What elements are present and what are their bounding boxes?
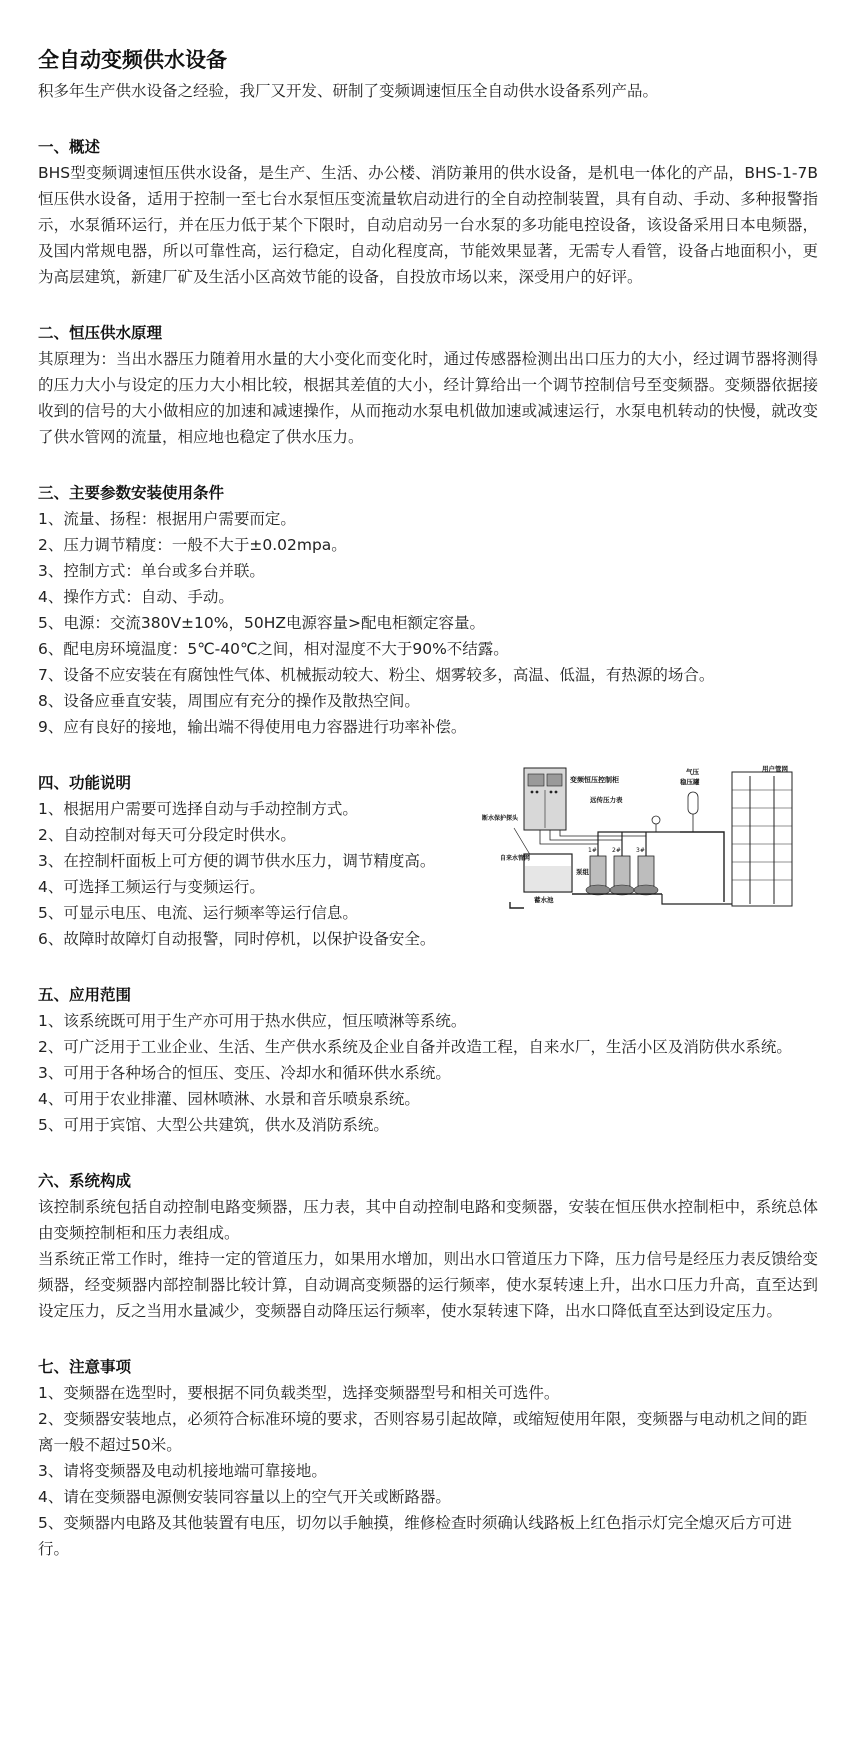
section-heading: 七、注意事项: [38, 1358, 132, 1376]
pressure-gauge: [652, 816, 660, 824]
list-item: 1、该系统既可用于生产亦可用于热水供应，恒压喷淋等系统。: [38, 1012, 467, 1030]
list-item: 2、自动控制对每天可分段定时供水。: [38, 826, 296, 844]
signal-wire: [560, 830, 646, 856]
list-item: 2、压力调节精度：一般不大于±0.02mpa。: [38, 536, 347, 554]
water-level: [525, 866, 571, 891]
pool-label: 蓄水池: [534, 896, 554, 904]
section-parameters: [38, 480, 818, 740]
cabinet-indicator: [531, 791, 534, 794]
list-item: 7、设备不应安装在有腐蚀性气体、机械振动较大、粉尘、烟雾较多，高温、低温，有热源的场合。: [38, 666, 715, 684]
pump-1: [590, 856, 606, 886]
section-heading: 五、应用范围: [38, 986, 132, 1004]
list-item: 6、故障时故障灯自动报警，同时停机，以保护设备安全。: [38, 930, 436, 948]
section-heading: 一、概述: [38, 138, 101, 156]
probe-label: 断水保护探头: [482, 815, 519, 822]
section-functions: [38, 765, 818, 952]
list-item: 4、可用于农业排灌、园林喷淋、水景和音乐喷泉系统。: [38, 1090, 420, 1108]
inlet-pipe: [510, 902, 524, 908]
cabinet-indicator: [550, 791, 553, 794]
list-item: 2、变频器安装地点，必须符合标准环境的要求，否则容易引起故障，或缩短使用年限，变频器与电动机之间的距离一般不超过50米。: [38, 1410, 808, 1454]
return-pipe: [662, 894, 732, 904]
cabinet-label: 变频恒压控制柜: [570, 776, 619, 784]
section-heading: 三、主要参数安装使用条件: [38, 484, 225, 502]
list-item: 2、可广泛用于工业企业、生活、生产供水系统及企业自备并改造工程，自来水厂，生活小区及消防供水系统。: [38, 1038, 792, 1056]
list-item: 5、变频器内电路及其他装置有电压，切勿以手触摸，维修检查时须确认线路板上红色指示灯完全熄灭后方可进行。: [38, 1514, 792, 1558]
cabinet-indicator: [555, 791, 558, 794]
list-item: 4、请在变频器电源侧安装同容量以上的空气开关或断路器。: [38, 1488, 451, 1506]
page-title: 全自动变频供水设备: [38, 48, 227, 72]
cabinet-indicator: [536, 791, 539, 794]
pump-number: 2#: [612, 847, 621, 854]
list-item: 3、可用于各种场合的恒压、变压、冷却水和循环供水系统。: [38, 1064, 451, 1082]
pump-2: [614, 856, 630, 886]
list-item: 4、操作方式：自动、手动。: [38, 588, 234, 606]
building: [732, 772, 792, 906]
list-item: 6、配电房环境温度：5℃-40℃之间，相对湿度不大于90%不结露。: [38, 640, 509, 658]
tank-label-top: 气压: [686, 768, 699, 776]
section-paragraph: BHS型变频调速恒压供水设备，是生产、生活、办公楼、消防兼用的供水设备，是机电一体化的产品，BHS-1-7B恒压供水设备，适用于控制一至七台水泵恒压变流量软启动进行的全自动控制装置，具有自动、手动、多种报警指示，水泵循环运行，并在压力低于某个下限时，自动启动另一台水泵的多功能电控设备，该设备采用日本电频器，及国内常规电器，所以可靠性高，运行稳定，自动化程度高，节能效果显著，无需专人看管，设备占地面积小，更为高层建筑，新建厂矿及生活小区高效节能的设备，自投放市场以来，深受用户的好评。: [38, 164, 818, 286]
water-supply-system-diagram: [480, 762, 828, 920]
pump-number: 1#: [588, 847, 597, 854]
list-item: 3、控制方式：单台或多台并联。: [38, 562, 265, 580]
list-item: 1、流量、扬程：根据用户需要而定。: [38, 510, 296, 528]
pump-3: [638, 856, 654, 886]
tank-label: 稳压罐: [680, 778, 700, 786]
network-label: 用户管网: [762, 765, 788, 773]
section-heading: 二、恒压供水原理: [38, 324, 163, 342]
functions-list: [38, 770, 498, 952]
section-paragraph: 当系统正常工作时，维持一定的管道压力，如果用水增加，则出水口管道压力下降，压力信号是经压力表反馈给变频器，经变频器内部控制器比较计算，自动调高变频器的运行频率，使水泵转速上升，出水口压力升高，直至达到设定压力，反之当用水量减少，变频器自动降压运行频率，使水泵转速下降，出水口降低直至达到设定压力。: [38, 1250, 818, 1320]
list-item: 3、请将变频器及电动机接地端可靠接地。: [38, 1462, 327, 1480]
intro-text: 积多年生产供水设备之经验，我厂又开发、研制了变频调速恒压全自动供水设备系列产品。: [38, 82, 659, 100]
cabinet-panel: [547, 774, 562, 786]
section-principle: [38, 320, 818, 450]
section-precautions: [38, 1354, 818, 1562]
section-applications: [38, 982, 818, 1138]
document-content: [38, 46, 818, 1562]
list-item: 8、设备应垂直安装，周围应有充分的操作及散热空间。: [38, 692, 420, 710]
source-label: 自来水管网: [500, 855, 531, 862]
cabinet-panel: [528, 774, 544, 786]
section-heading: 四、功能说明: [38, 774, 132, 792]
gauge-label: 远传压力表: [590, 796, 623, 804]
section-overview: [38, 134, 818, 290]
section-composition: [38, 1168, 818, 1324]
list-item: 5、电源：交流380V±10%，50HZ电源容量>配电柜额定容量。: [38, 614, 485, 632]
list-item: 5、可用于宾馆、大型公共建筑，供水及消防系统。: [38, 1116, 389, 1134]
section-paragraph: 其原理为：当出水器压力随着用水量的大小变化而变化时，通过传感器检测出出口压力的大小，经过调节器将测得的压力大小与设定的压力大小相比较，根据其差值的大小，经计算给出一个调节控制信号至变频器。变频器依据接收到的信号的大小做相应的加速和减速操作，从而拖动水泵电机做加速或减速运行，水泵电机转动的快慢，就改变了供水管网的流量，相应地也稳定了供水压力。: [38, 350, 818, 446]
pressure-tank: [688, 792, 698, 814]
list-item: 4、可选择工频运行与变频运行。: [38, 878, 265, 896]
list-item: 1、变频器在选型时，要根据不同负载类型，选择变频器型号和相关可选件。: [38, 1384, 560, 1402]
list-item: 5、可显示电压、电流、运行频率等运行信息。: [38, 904, 358, 922]
section-paragraph: 该控制系统包括自动控制电路变频器，压力表，其中自动控制电路和变频器，安装在恒压供水控制柜中，系统总体由变频控制柜和压力表组成。: [38, 1198, 818, 1242]
list-item: 9、应有良好的接地，输出端不得使用电力容器进行功率补偿。: [38, 718, 467, 736]
outlet-pipe: [680, 832, 724, 902]
section-heading: 六、系统构成: [38, 1172, 132, 1190]
pump-number: 3#: [636, 847, 645, 854]
list-item: 3、在控制杆面板上可方便的调节供水压力，调节精度高。: [38, 852, 436, 870]
list-item: 1、根据用户需要可选择自动与手动控制方式。: [38, 800, 358, 818]
pumps-label: 泵组: [576, 868, 589, 876]
